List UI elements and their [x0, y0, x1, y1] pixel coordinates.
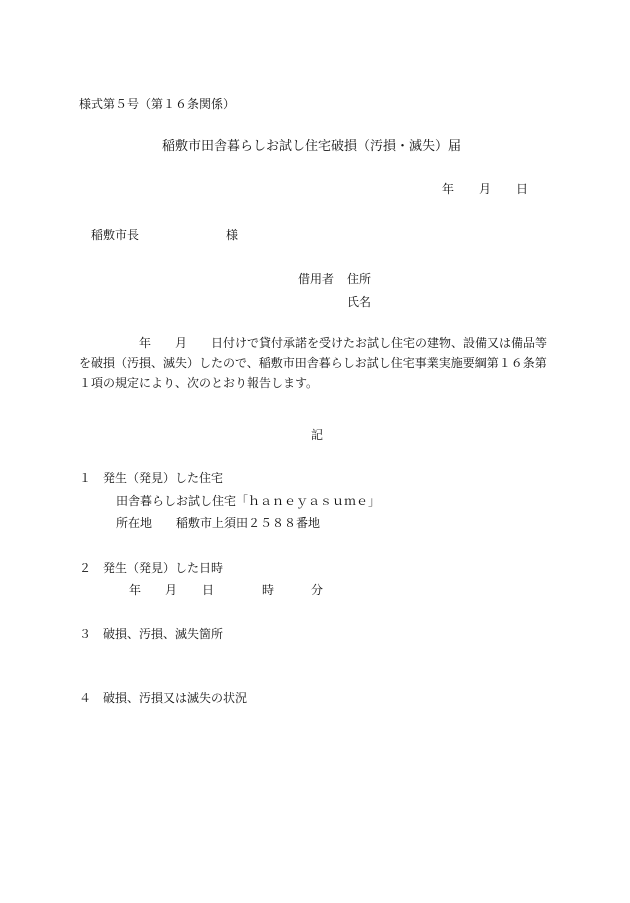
addressee-name: 稲敷市長 — [91, 228, 140, 242]
item-1-location-value: 稲敷市上須田２５８８番地 — [176, 516, 321, 530]
item-1-house-name: 田舎暮らしお試し住宅「ｈａｎｅｙａｓｕｍｅ」 — [116, 494, 381, 508]
item-1-number: １ — [79, 471, 92, 485]
body-line-2: を破損（汚損、滅失）したので、稲敷市田舎暮らしお試し住宅事業実施要綱第１６条第 — [79, 356, 547, 370]
item-4-heading: 破損、汚損又は滅失の状況 — [103, 691, 248, 705]
date-day-label: 日 — [516, 182, 529, 196]
item-4-number: ４ — [79, 691, 92, 705]
item-2-minute-label: 分 — [311, 583, 324, 597]
date-month-label: 月 — [479, 182, 492, 196]
body-month-label: 月 — [175, 336, 188, 350]
applicant-address-label: 住所 — [347, 272, 372, 286]
date-year-label: 年 — [442, 182, 455, 196]
document-title: 稲敷市田舎暮らしお試し住宅破損（汚損・滅失）届 — [162, 139, 462, 154]
body-line-1 — [79, 333, 554, 353]
applicant-name-label: 氏名 — [347, 295, 372, 309]
item-2-heading: 発生（発見）した日時 — [103, 561, 224, 575]
body-text-1: 日付けで貸付承諾を受けたお試し住宅の建物、設備又は備品等 — [211, 336, 548, 350]
item-3-heading: 破損、汚損、滅失箇所 — [103, 627, 224, 641]
item-2-day-label: 日 — [202, 583, 215, 597]
body-year-label: 年 — [139, 336, 152, 350]
addressee-honorific: 様 — [226, 228, 239, 242]
body-line-3: １項の規定により、次のとおり報告します。 — [79, 376, 319, 390]
item-1-location-label: 所在地 — [116, 516, 153, 530]
ki-heading: 記 — [311, 428, 324, 442]
item-1-heading: 発生（発見）した住宅 — [103, 471, 224, 485]
applicant-role: 借用者 — [298, 272, 335, 286]
item-2-number: ２ — [79, 561, 92, 575]
item-2-month-label: 月 — [165, 583, 178, 597]
item-2-year-label: 年 — [129, 583, 142, 597]
item-3-number: ３ — [79, 627, 92, 641]
form-number: 様式第５号（第１６条関係） — [79, 97, 236, 111]
body-paragraph — [79, 333, 554, 393]
item-2-hour-label: 時 — [262, 583, 275, 597]
